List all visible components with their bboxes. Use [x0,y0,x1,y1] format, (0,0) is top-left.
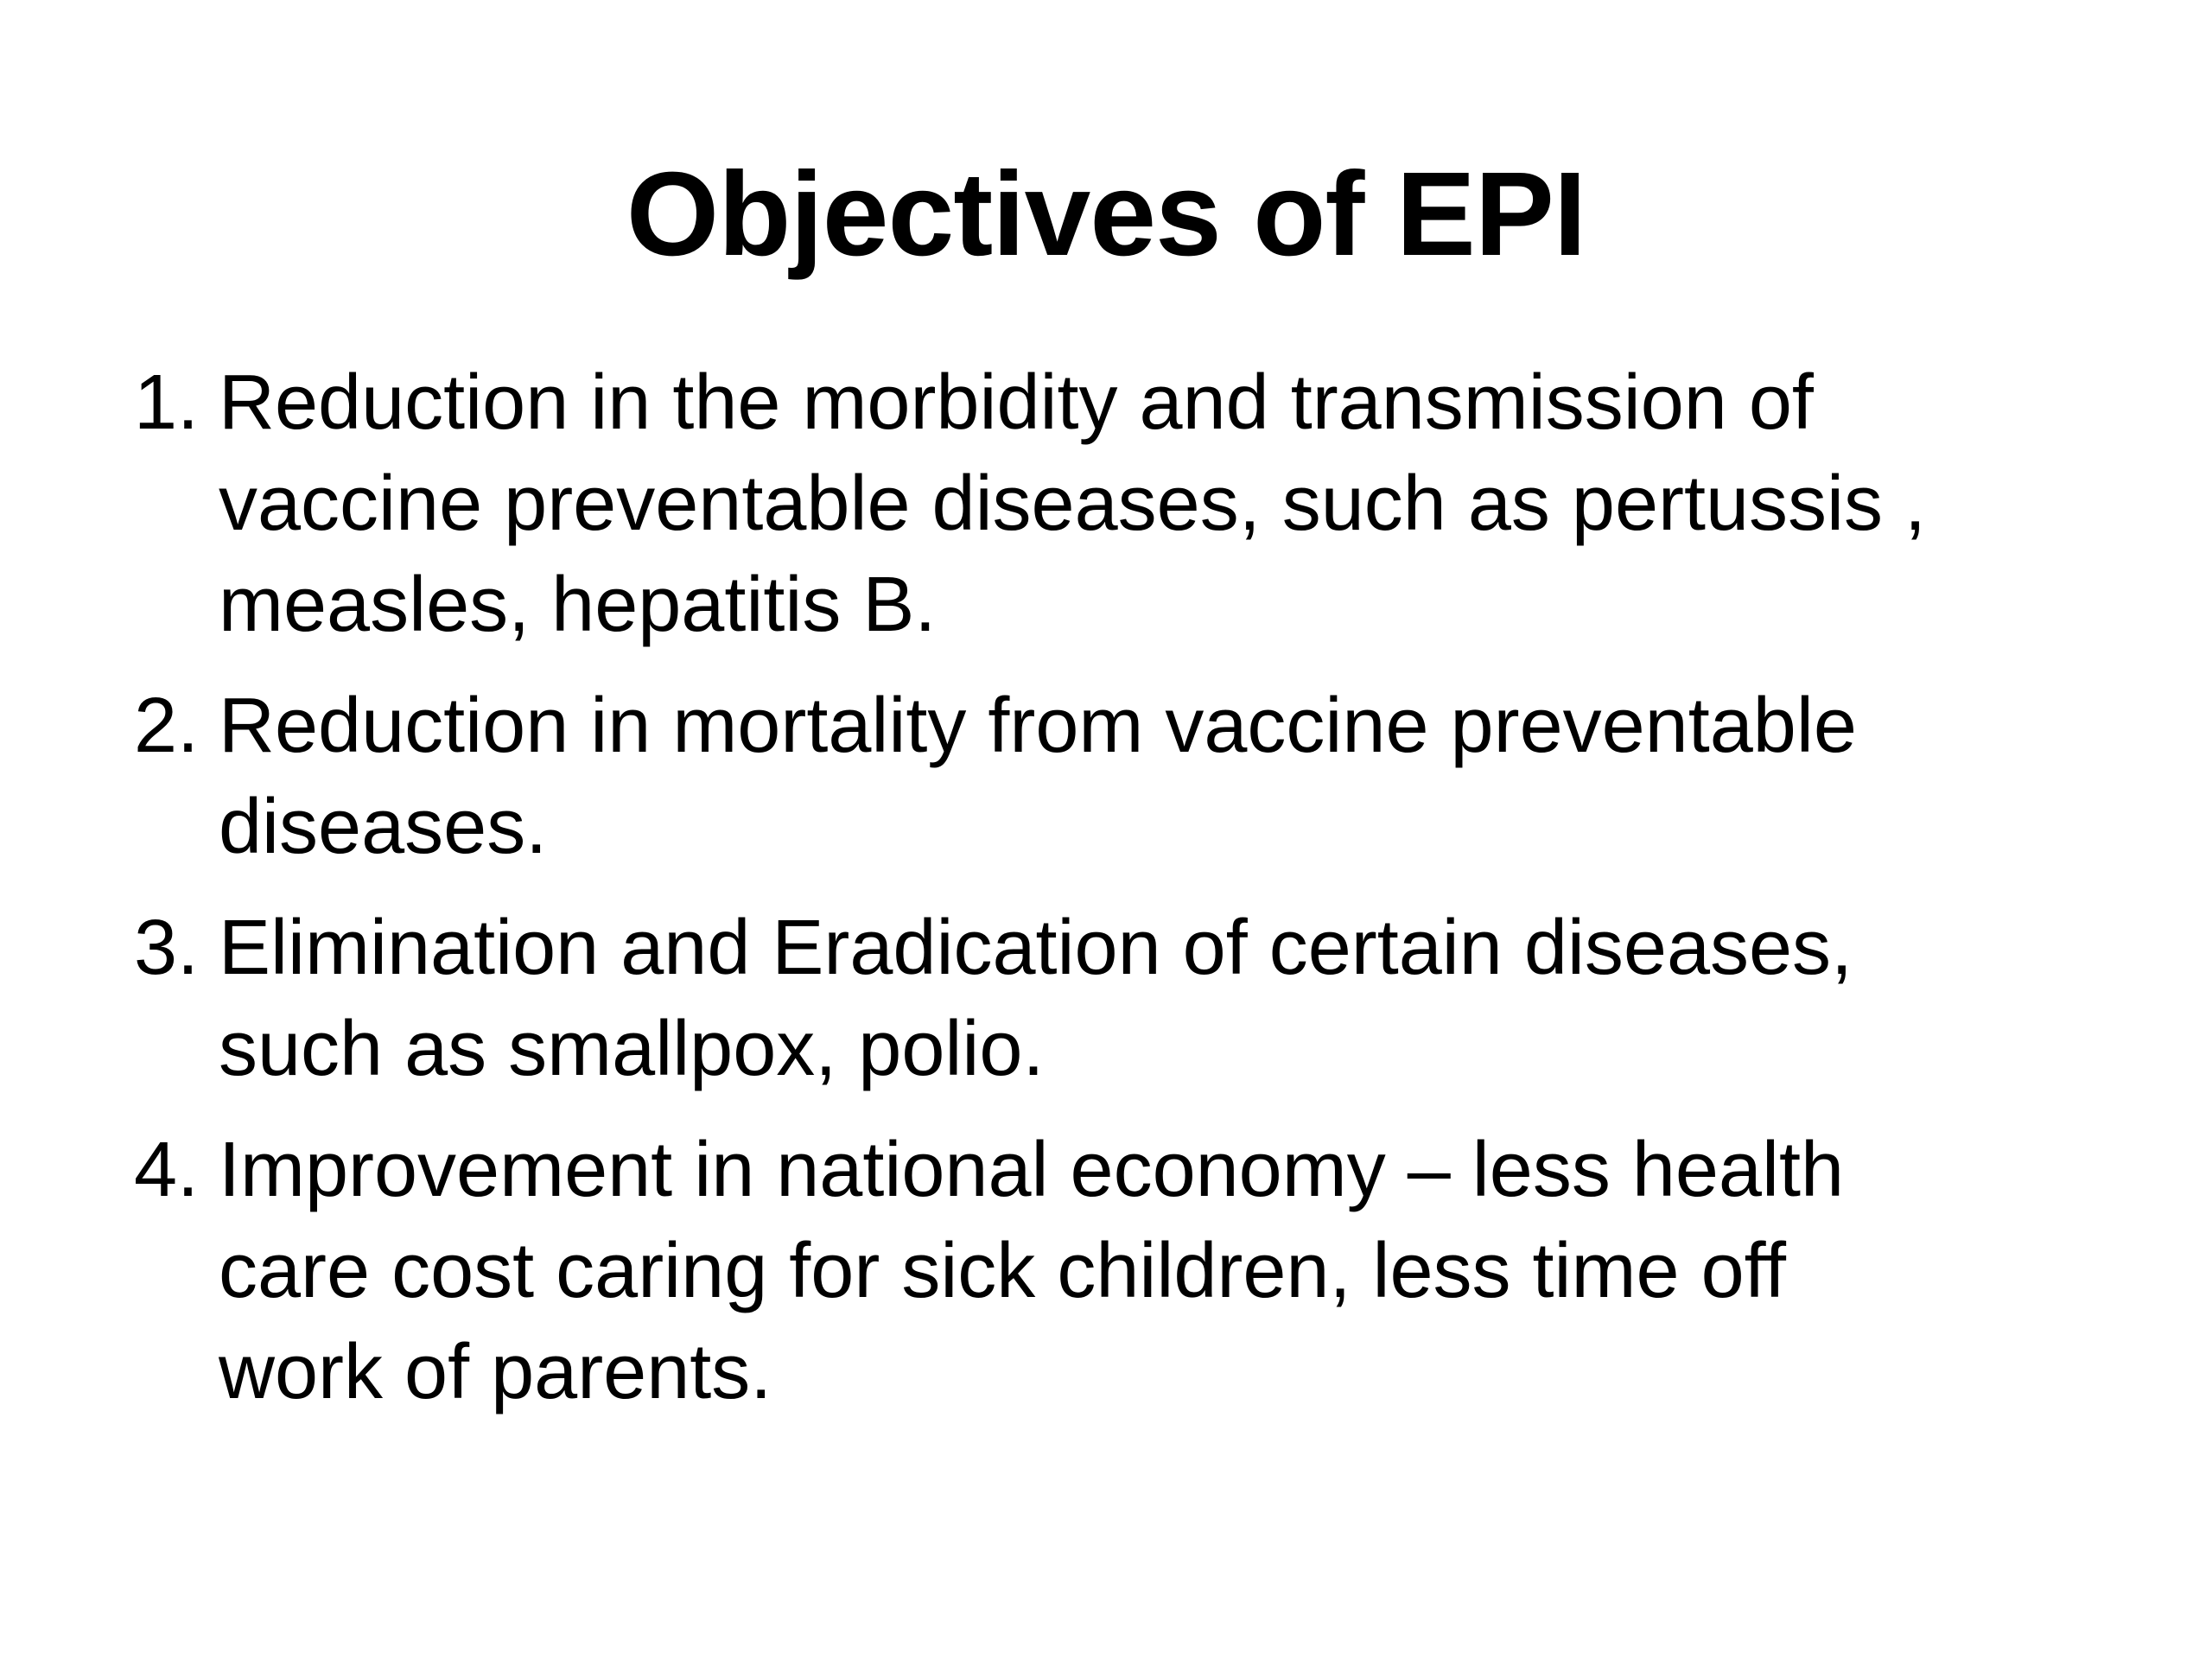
objective-line: care cost caring for sick children, less time off [219,1228,1787,1314]
objective-line: vaccine preventable diseases, such as pertussis , [219,461,1927,547]
objective-number: 2. [134,683,200,769]
objective-item-1 [134,353,2113,656]
objective-number: 3. [134,905,200,991]
objective-line: such as smallpox, polio. [219,1006,1045,1092]
objective-line: Elimination and Eradication of certain diseases, [219,905,1853,991]
objective-text [219,1120,2113,1423]
objective-text [219,353,2113,656]
objective-line: Reduction in the morbidity and transmission of [219,359,1814,446]
objective-number: 1. [134,359,200,446]
objective-line: diseases. [219,784,548,870]
objective-item-4 [134,1120,2113,1423]
objective-item-3 [134,898,2113,1100]
objectives-list [134,353,2113,1443]
objective-line: work of parents. [219,1329,772,1415]
objective-text [219,898,2113,1100]
objective-number: 4. [134,1127,200,1213]
objective-line: Improvement in national economy – less health [219,1127,1845,1213]
objective-line: Reduction in mortality from vaccine preventable [219,683,1857,769]
objective-text [219,676,2113,878]
objective-line: measles, hepatitis B. [219,562,937,648]
objective-item-2 [134,676,2113,878]
slide-title: Objectives of EPI [626,148,1586,281]
